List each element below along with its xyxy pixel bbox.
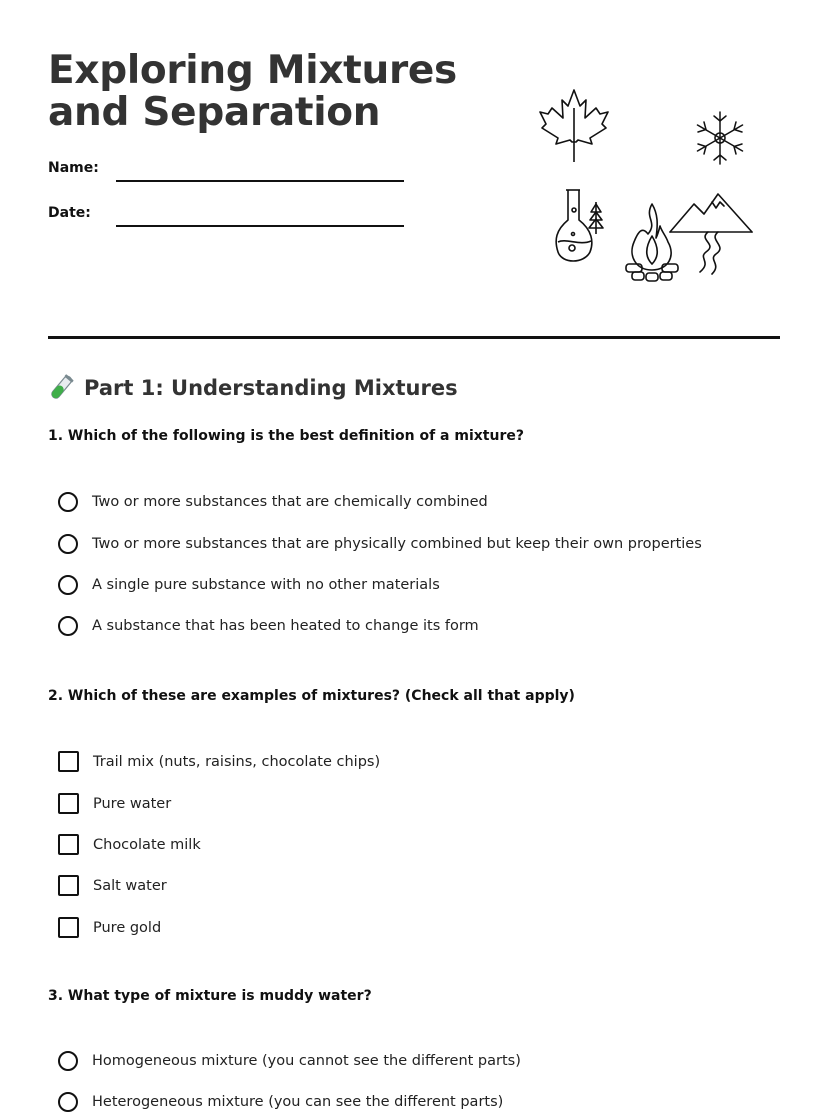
maple-leaf-icon xyxy=(538,88,610,164)
option-label: A single pure substance with no other materials xyxy=(92,577,440,593)
option-label: Two or more substances that are physically combined but keep their own properties xyxy=(92,536,702,552)
option-label: Heterogeneous mixture (you can see the different parts) xyxy=(92,1094,504,1110)
part1-heading-text: Part 1: Understanding Mixtures xyxy=(84,376,458,400)
header-divider xyxy=(48,336,780,339)
option-label: Chocolate milk xyxy=(93,836,201,853)
q2-option-d[interactable] xyxy=(58,875,167,896)
checkbox[interactable] xyxy=(58,793,79,814)
q2-option-e[interactable] xyxy=(58,917,161,938)
option-label: Homogeneous mixture (you cannot see the different parts) xyxy=(92,1053,521,1069)
option-label: Salt water xyxy=(93,877,167,894)
mountain-river-icon xyxy=(668,192,758,276)
question-1: 1. Which of the following is the best definition of a mixture? xyxy=(48,428,524,444)
checkbox[interactable] xyxy=(58,751,79,772)
radio-button[interactable] xyxy=(58,1051,78,1071)
radio-button[interactable] xyxy=(58,492,78,512)
snowflake-icon xyxy=(694,110,746,166)
part1-heading xyxy=(48,374,458,402)
test-tube-icon xyxy=(48,374,74,402)
option-label: Pure gold xyxy=(93,919,162,936)
q3-option-a[interactable] xyxy=(58,1051,521,1071)
header-illustrations xyxy=(530,82,770,292)
page-title: Exploring Mixtures and Separation xyxy=(48,48,457,135)
checkbox[interactable] xyxy=(58,917,79,938)
checkbox[interactable] xyxy=(58,834,79,855)
q1-option-c[interactable] xyxy=(58,575,440,595)
q2-option-a[interactable] xyxy=(58,751,380,772)
q1-option-a[interactable] xyxy=(58,492,488,512)
q2-option-b[interactable] xyxy=(58,793,171,814)
option-label: Two or more substances that are chemically combined xyxy=(92,494,488,510)
date-field[interactable] xyxy=(116,225,404,227)
q3-option-b[interactable] xyxy=(58,1092,503,1112)
radio-button[interactable] xyxy=(58,616,78,636)
question-2: 2. Which of these are examples of mixtures? (Check all that apply) xyxy=(48,688,575,704)
question-3: 3. What type of mixture is muddy water? xyxy=(48,988,372,1004)
radio-button[interactable] xyxy=(58,1092,78,1112)
name-field[interactable] xyxy=(116,180,404,182)
date-label: Date: xyxy=(48,205,91,221)
q1-option-d[interactable] xyxy=(58,616,479,636)
q2-option-c[interactable] xyxy=(58,834,201,855)
flask-icon xyxy=(552,186,610,268)
q1-option-b[interactable] xyxy=(58,534,702,554)
option-label: A substance that has been heated to change its form xyxy=(92,618,479,634)
checkbox[interactable] xyxy=(58,875,79,896)
option-label: Pure water xyxy=(93,795,172,812)
name-label: Name: xyxy=(48,160,99,176)
option-label: Trail mix (nuts, raisins, chocolate chips) xyxy=(93,753,381,770)
radio-button[interactable] xyxy=(58,575,78,595)
radio-button[interactable] xyxy=(58,534,78,554)
